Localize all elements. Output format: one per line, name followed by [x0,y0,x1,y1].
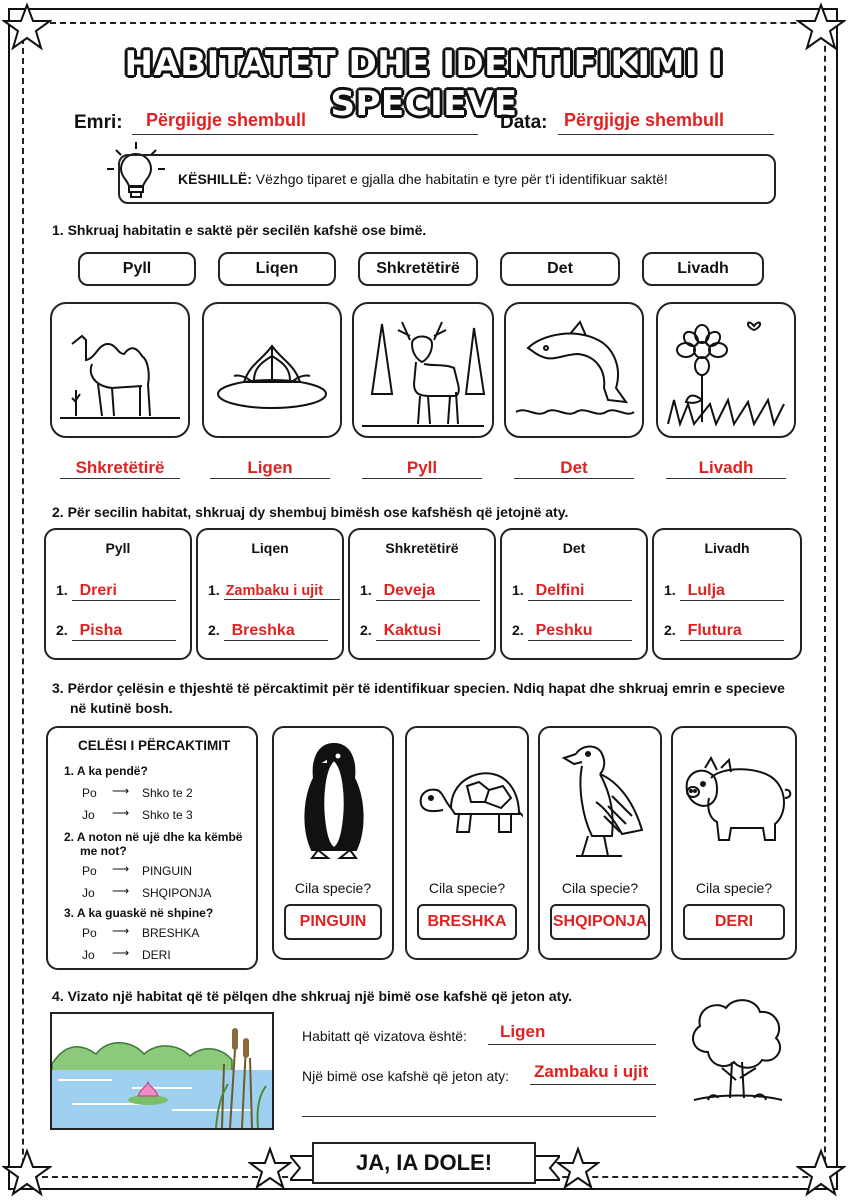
penguin-icon [294,738,376,868]
key-question-cont: me not? [80,844,127,858]
star-icon [796,1148,846,1198]
habitat-column [44,528,192,660]
answer-line[interactable]: Shkretëtirë [60,458,180,479]
key-question: 3. A ka guaskë në shpine? [64,906,214,920]
question-4-prompt: 4. Vizato një habitat që të pëlqen dhe shkruaj një bimë ose kafshë që jeton aty. [52,988,572,1004]
star-icon [2,2,52,52]
item-number: 2. [664,622,676,638]
habitat-heading: Det [562,540,586,556]
answer-field[interactable]: Lulja [680,582,784,601]
star-icon [556,1146,600,1190]
species-card [671,726,797,960]
species-field[interactable] [530,1062,656,1085]
arrow-icon: ⟶ [112,862,130,876]
picture-card [202,302,342,438]
key-result: Shko te 2 [142,786,193,800]
habitat-drawn-field[interactable] [488,1022,656,1045]
arrow-icon: ⟶ [112,946,130,960]
species-question: Cila specie? [428,880,506,896]
answer-line[interactable]: Livadh [666,458,786,479]
item-number: 2. [512,622,524,638]
question-3-prompt-cont: në kutinë bosh. [70,700,173,716]
key-result: BRESHKA [142,926,200,940]
answer-field[interactable]: Flutura [680,622,784,641]
completion-banner: JA, IA DOLE! [312,1142,536,1184]
answer-field[interactable]: Deveja [376,582,480,601]
item-number: 2. [208,622,220,638]
star-icon [248,1146,292,1190]
answer-field[interactable]: Delfini [528,582,632,601]
name-label: Emri: [74,112,123,133]
tree-icon [678,990,796,1114]
answer-field[interactable]: Peshku [528,622,632,641]
species-question: Cila specie? [561,880,639,896]
answer-line[interactable]: Pyll [362,458,482,479]
key-question: 1. A ka pendë? [64,764,148,778]
habitat-heading: Shkretëtirë [385,540,459,556]
key-result: Shko te 3 [142,808,193,822]
key-option: Jo [82,948,95,962]
option-pill: Pyll [78,252,196,286]
date-label: Data: [500,112,548,133]
key-result: PINGUIN [142,864,193,878]
picture-card [656,302,796,438]
option-pill: Det [500,252,620,286]
star-icon [2,1148,52,1198]
key-result: SHQIPONJA [142,886,212,900]
key-option: Jo [82,886,95,900]
water-lily-icon [204,304,340,436]
lake-drawing [52,1014,272,1128]
question-3-prompt: 3. Përdor çelësin e thjeshtë të përcaktimit për të identifikuar specien. Ndiq hapat dhe shkruaj emrin e specieve [52,680,785,696]
species-question: Cila specie? [695,880,773,896]
date-value: Përgjigje shembull [564,110,725,130]
key-result: DERI [142,948,171,962]
habitat-column [196,528,344,660]
key-option: Po [82,786,97,800]
question-2-prompt: 2. Për secilin habitat, shkruaj dy shembuj bimësh ose kafshësh që jetojnë aty. [52,504,569,520]
habitat-heading: Livadh [704,540,750,556]
pig-icon [681,748,793,848]
page-title: HABITATET DHE IDENTIFIKIMI I SPECIEVE [124,44,724,124]
habitat-drawn-label: Habitatt që vizatova është: [302,1028,467,1044]
identification-key [46,726,258,970]
species-answer-box[interactable]: PINGUIN [284,904,382,940]
habitat-column [500,528,648,660]
key-question: 2. A noton në ujë dhe ka këmbë [64,830,243,844]
turtle-icon [415,752,523,848]
item-number: 1. [360,582,372,598]
answer-field[interactable]: Breshka [224,622,328,641]
answer-field[interactable]: Zambaku i ujit [224,583,340,600]
species-answer-box[interactable]: DERI [683,904,785,940]
species-answer-box[interactable]: BRESHKA [417,904,517,940]
item-number: 1. [56,582,68,598]
species-question: Cila specie? [294,880,372,896]
key-title: CELËSI I PËRCAKTIMIT [78,738,231,753]
option-pill: Liqen [218,252,336,286]
answer-line[interactable]: Det [514,458,634,479]
habitat-column [348,528,496,660]
option-pill: Shkretëtirë [358,252,478,286]
eagle-icon [552,736,652,866]
date-field[interactable] [558,110,774,135]
arrow-icon: ⟶ [112,806,130,820]
deer-icon [354,304,492,436]
answer-field[interactable]: Kaktusi [376,622,480,641]
species-value: Zambaku i ujit [534,1062,649,1081]
tip-text: Vëzhgo tiparet e gjalla dhe habitatin e tyre për t'i identifikuar saktë! [255,171,668,187]
option-pill: Livadh [642,252,764,286]
item-number: 2. [56,622,68,638]
key-option: Po [82,864,97,878]
name-field[interactable] [132,110,478,135]
species-answer-box[interactable]: SHQIPONJA [550,904,650,940]
picture-card [352,302,494,438]
species-card [538,726,662,960]
habitat-column [652,528,802,660]
answer-field[interactable]: Pisha [72,622,176,641]
dolphin-icon [506,304,642,436]
habitat-drawn-value: Ligen [500,1022,546,1041]
habitat-heading: Pyll [105,540,131,556]
key-option: Po [82,926,97,940]
camel-icon [52,304,188,436]
item-number: 1. [512,582,524,598]
question-1-prompt: 1. Shkruaj habitatin e saktë për secilën kafshë ose bimë. [52,222,427,238]
answer-field[interactable]: Dreri [72,582,176,601]
tip-box [118,154,776,204]
species-card [272,726,394,960]
item-number: 2. [360,622,372,638]
item-number: 1. [208,582,220,598]
species-label: Një bimë ose kafshë që jeton aty: [302,1068,510,1084]
habitat-heading: Liqen [251,540,289,556]
arrow-icon: ⟶ [112,884,130,898]
species-card [405,726,529,960]
name-value: Përgiigje shembull [146,110,307,130]
answer-line[interactable]: Ligen [210,458,330,479]
key-option: Jo [82,808,95,822]
picture-card [50,302,190,438]
arrow-icon: ⟶ [112,784,130,798]
star-icon [796,2,846,52]
arrow-icon: ⟶ [112,924,130,938]
drawing-area[interactable] [50,1012,274,1130]
picture-card [504,302,644,438]
flower-icon [658,304,794,436]
item-number: 1. [664,582,676,598]
tip-label: KËSHILLË: [178,171,252,187]
extra-line[interactable] [302,1096,656,1117]
